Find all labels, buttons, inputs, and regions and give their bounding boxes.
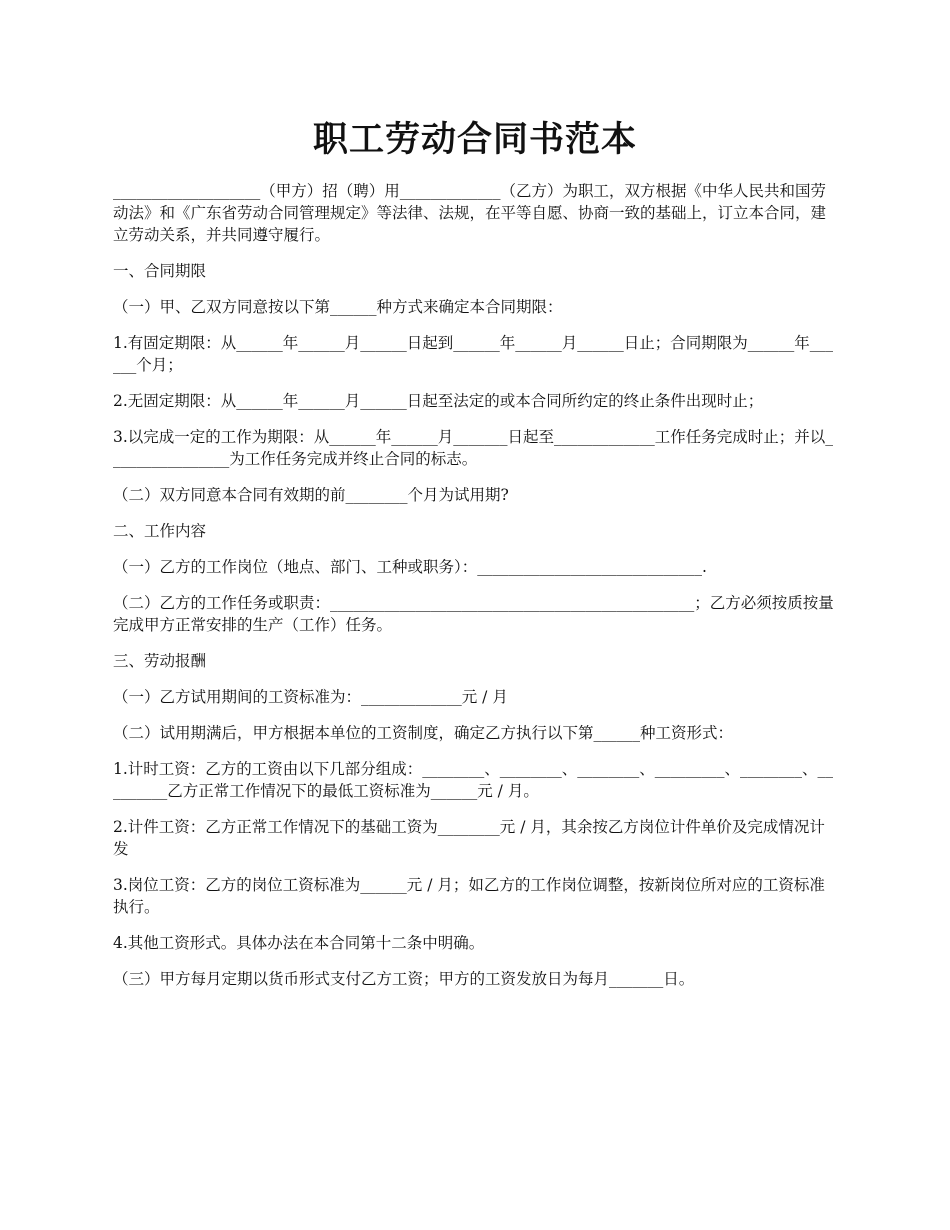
clause-position-wage: 3.岗位工资：乙方的岗位工资标准为______元 / 月；如乙方的工作岗位调整，按新岗位所对应的工资标准执行。 — [113, 876, 825, 916]
clause-piece-wage: 2.计件工资：乙方正常工作情况下的基础工资为________元 / 月，其余按乙方岗位计件单价及完成情况计发 — [113, 818, 825, 858]
clause-other-wage: 4.其他工资形式。具体办法在本合同第十二条中明确。 — [113, 934, 485, 952]
clause-payday: （三）甲方每月定期以货币形式支付乙方工资；甲方的工资发放日为每月_______日。 — [113, 970, 695, 988]
clause-work-position: （一）乙方的工作岗位（地点、部门、工种或职务）：_____________________________. — [113, 558, 707, 576]
section-heading-contract-term: 一、合同期限 — [113, 262, 207, 280]
clause-term-method: （一）甲、乙双方同意按以下第______种方式来确定本合同期限： — [113, 298, 563, 316]
clause-work-duties: （二）乙方的工作任务或职责：_______________________________________________；乙方必须按质按量完成甲方正常安排的生产（工作）任务。 — [113, 594, 834, 634]
intro-paragraph: ___________________（甲方）招（聘）用_____________（乙方）为职工，双方根据《中华人民共和国劳动法》和《广东省劳动合同管理规定》等法律、法规，在平等自愿、协商一致的基础上，订立本合同，建立劳动关系，并共同遵守履行。 — [113, 182, 827, 244]
clause-open-term: 2.无固定期限：从______年______月______日起至法定的或本合同所约定的终止条件出现时止； — [113, 392, 764, 410]
document-title: 职工劳动合同书范本 — [312, 119, 637, 160]
clause-task-term: 3.以完成一定的工作为期限：从______年______月_______日起至_____________工作任务完成时止；并以________________为工作任务完成并终止合同的标志。 — [113, 428, 834, 468]
clause-wage-form: （二）试用期满后，甲方根据本单位的工资制度，确定乙方执行以下第______种工资形式： — [113, 724, 734, 742]
clause-time-wage: 1.计时工资：乙方的工资由以下几部分组成：________、________、________、_________、________、_________乙方正常工作情况下的最低工资标准为______元 / 月。 — [113, 760, 834, 800]
document-body — [113, 180, 840, 1004]
section-heading-remuneration: 三、劳动报酬 — [113, 652, 207, 670]
clause-probation: （二）双方同意本合同有效期的前________个月为试用期? — [113, 486, 509, 504]
clause-fixed-term: 1.有固定期限：从______年______月______日起到______年______月______日止；合同期限为______年______个月； — [113, 334, 834, 374]
clause-probation-wage: （一）乙方试用期间的工资标准为：_____________元 / 月 — [113, 688, 508, 706]
section-heading-work-content: 二、工作内容 — [113, 522, 207, 540]
